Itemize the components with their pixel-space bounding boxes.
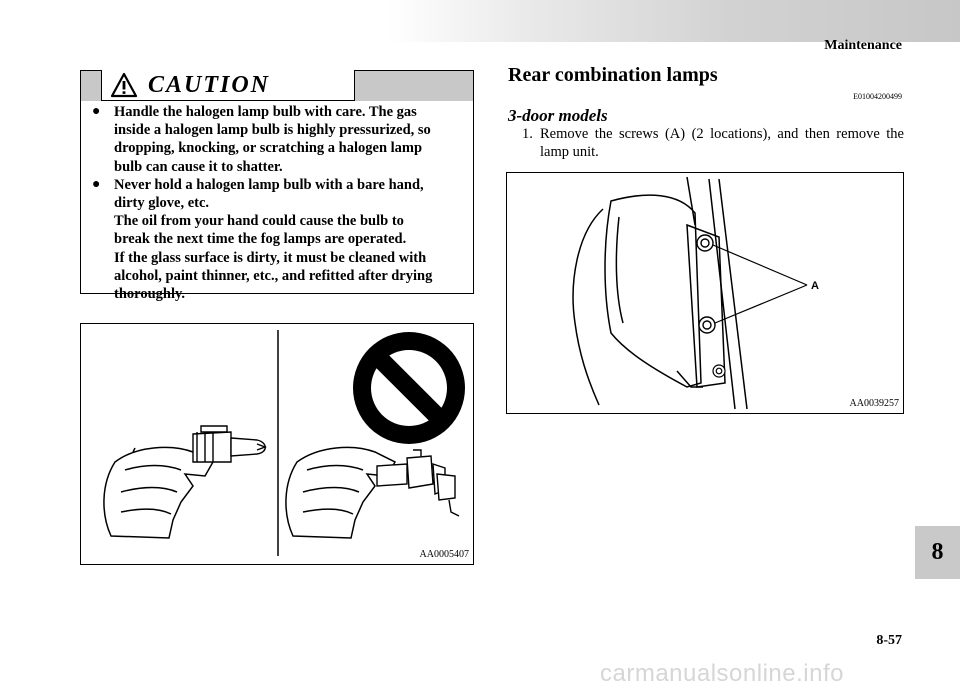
caution-item	[91, 176, 465, 303]
instruction-step	[522, 125, 904, 161]
screw-icon	[697, 235, 713, 251]
chapter-tab-number: 8	[931, 539, 944, 565]
figure-code: AA0039257	[849, 398, 899, 409]
caution-line: thoroughly.	[114, 286, 186, 303]
bullet-icon: ●	[92, 176, 101, 192]
caution-line: Never hold a halogen lamp bulb with a bare hand,	[114, 176, 424, 193]
bulb-handling-figure	[80, 323, 474, 565]
caution-header	[101, 70, 355, 101]
chapter-tab	[915, 526, 960, 579]
warning-triangle-icon	[110, 72, 138, 98]
bulb-handling-illustration	[81, 324, 473, 564]
caution-line: Handle the halogen lamp bulb with care. The gas	[114, 104, 417, 120]
caution-line: break the next time the fog lamps are operated.	[114, 231, 407, 248]
figure-code: AA0005407	[419, 549, 469, 560]
sub-title: 3-door models	[508, 106, 608, 125]
caution-line: dirty glove, etc.	[114, 195, 210, 212]
section-title: Rear combination lamps	[508, 64, 718, 86]
caution-box	[80, 70, 474, 303]
step-number: 1.	[522, 126, 533, 142]
hand-icon	[286, 447, 395, 538]
watermark: carmanualsonline.info	[600, 660, 844, 687]
header-band	[388, 0, 960, 42]
page-number: 8-57	[876, 633, 902, 648]
caution-line: The oil from your hand could cause the bulb to	[114, 213, 404, 230]
caution-list	[91, 103, 465, 303]
rear-lamp-figure	[506, 172, 904, 414]
section-code: E01004200499	[853, 92, 902, 101]
caution-item	[91, 103, 465, 176]
step-text: Remove the screws (A) (2 locations), and then remove the lamp unit.	[540, 126, 904, 161]
lamp-lens-outline	[573, 209, 603, 405]
screw-icon	[713, 365, 725, 377]
screw-icon	[699, 317, 715, 333]
caution-title: CAUTION	[148, 71, 271, 98]
bullet-icon: ●	[92, 104, 101, 119]
caution-line: alcohol, paint thinner, etc., and refitted after drying	[114, 267, 433, 284]
halogen-bulb-icon	[193, 426, 265, 462]
running-head: Maintenance	[824, 38, 902, 53]
caution-line: bulb can cause it to shatter.	[114, 158, 283, 175]
caution-line: inside a halogen lamp bulb is highly pressurized, so	[114, 122, 431, 139]
caution-line: If the glass surface is dirty, it must be cleaned with	[114, 249, 427, 266]
prohibition-icon	[353, 332, 465, 444]
caution-line: dropping, knocking, or scratching a halogen lamp	[114, 140, 423, 157]
callout-label: A	[811, 280, 819, 292]
rear-lamp-illustration	[507, 173, 903, 413]
